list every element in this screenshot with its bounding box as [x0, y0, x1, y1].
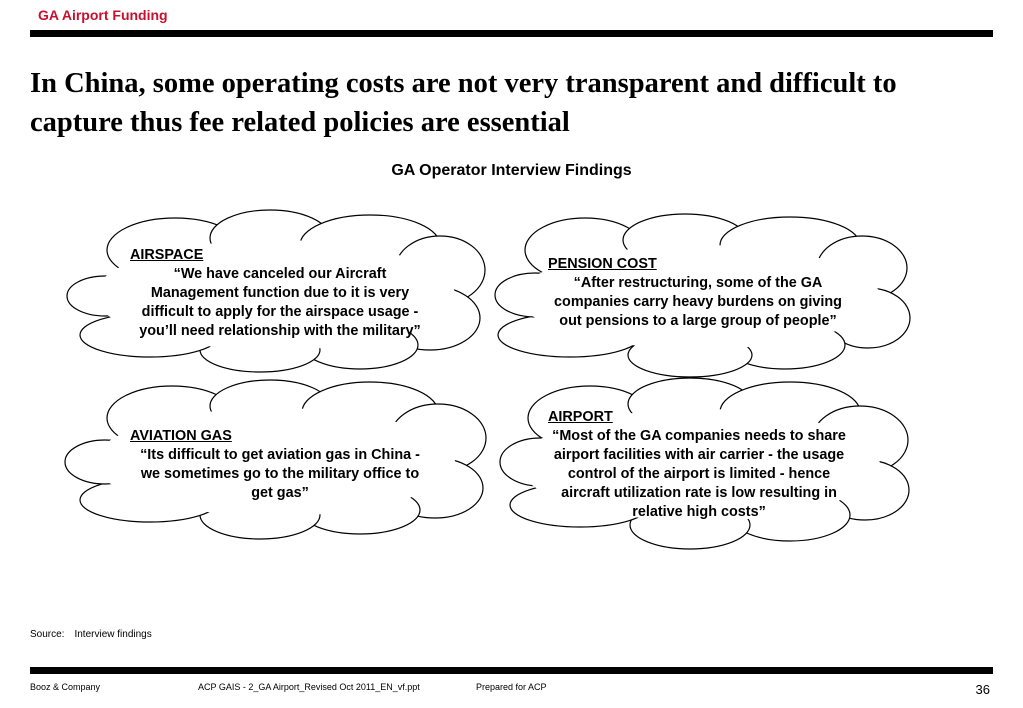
finding-quote: “We have canceled our Aircraft Management function due to it is very difficult to apply for the airspace usage - you’ll need relationship with the military”	[139, 266, 421, 339]
finding-heading: AIRPORT	[548, 409, 613, 425]
footer-file-name: ACP GAIS - 2_GA Airport_Revised Oct 2011_EN_vf.ppt	[198, 682, 420, 692]
finding-pension-cost	[548, 255, 848, 331]
finding-quote: “Its difficult to get aviation gas in China - we sometimes go to the military office to get gas”	[140, 447, 420, 501]
document-topic: GA Airport Funding	[38, 7, 168, 23]
source-label: Source:	[30, 629, 65, 640]
source-value: Interview findings	[74, 629, 152, 640]
finding-airspace	[130, 246, 430, 341]
finding-airport	[548, 408, 850, 522]
footer-prepared-for: Prepared for ACP	[476, 682, 547, 692]
page-title: In China, some operating costs are not very transparent and difficult to capture thus fee related policies are essential	[30, 68, 897, 138]
finding-aviation-gas	[130, 427, 430, 503]
page-number: 36	[975, 682, 990, 697]
finding-heading: AVIATION GAS	[130, 428, 232, 444]
section-subtitle: GA Operator Interview Findings	[391, 162, 632, 179]
finding-heading: AIRSPACE	[130, 247, 204, 263]
finding-quote: “After restructuring, some of the GA companies carry heavy burdens on giving out pensions to a large group of people”	[554, 275, 842, 329]
finding-heading: PENSION COST	[548, 256, 657, 272]
source-note	[30, 629, 152, 640]
finding-quote: “Most of the GA companies needs to share airport facilities with air carrier - the usage control of the airport is limited - hence aircraft utilization rate is low resulting in relative high costs”	[552, 428, 846, 520]
footer-company: Booz & Company	[30, 682, 101, 692]
bottom-divider	[30, 667, 993, 674]
